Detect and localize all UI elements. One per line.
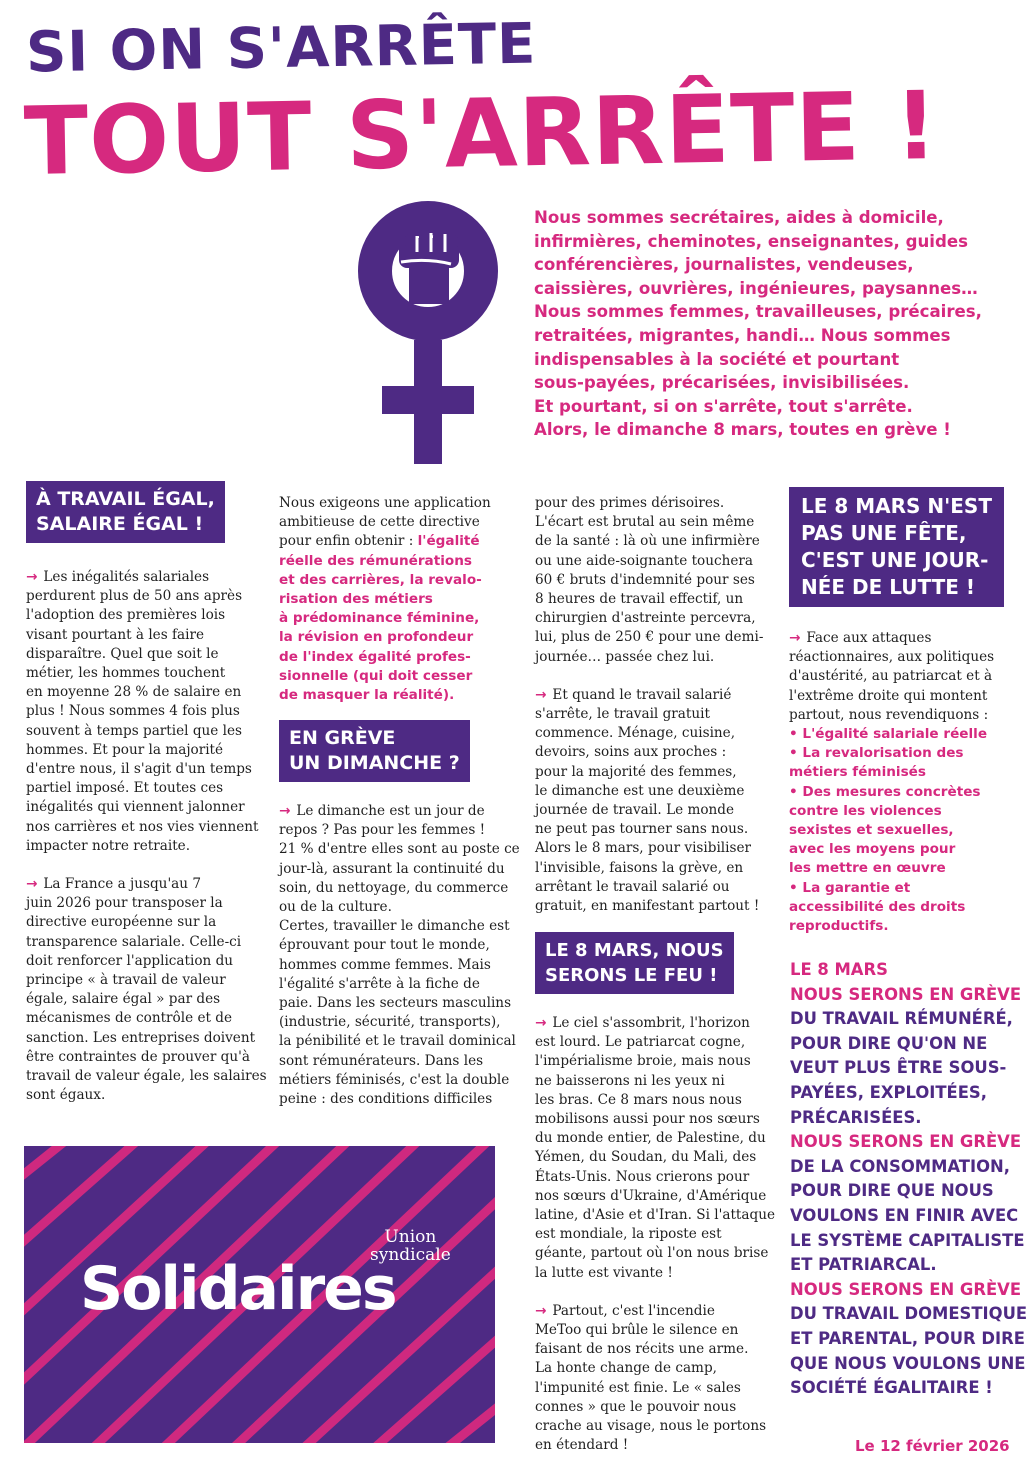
text-line: l'invisible, faisons la grève, en (535, 859, 744, 876)
greve-line: POUR DIRE QU'ON NE (790, 1033, 988, 1053)
text-line: sanction. Les entreprises doivent (26, 1029, 256, 1046)
demand-line: avec les moyens pour (789, 841, 956, 858)
arrow-icon: → (535, 686, 547, 703)
heading-line: SERONS LE FEU ! (545, 965, 718, 986)
intro-line: Nous sommes femmes, travailleuses, précaires, (534, 302, 982, 322)
text-line: Yémen, du Soudan, du Mali, des (535, 1149, 757, 1166)
demand-line: • L'égalité salariale réelle (789, 726, 988, 743)
greve-line: LE 8 MARS (790, 960, 888, 979)
text-line: est mondiale, la riposte est (535, 1226, 722, 1243)
intro-line: caissières, ouvrières, ingénieures, paysannes… (534, 278, 978, 298)
heading-line: UN DIMANCHE ? (289, 752, 460, 774)
greve-line: NOUS SERONS EN GRÈVE (790, 1132, 1022, 1152)
heading-line: C'EST UNE JOUR- (801, 548, 989, 572)
heading-line: LE 8 MARS, NOUS (545, 940, 724, 961)
text-line: 8 heures de travail effectif, un (535, 591, 744, 608)
intro-line: Nous sommes secrétaires, aides à domicile, (534, 208, 944, 227)
text-line: impacter notre retraite. (26, 837, 191, 854)
arrow-icon: → (535, 1302, 547, 1319)
heading-serons-le-feu (535, 932, 734, 994)
text-line: juin 2026 pour transposer la (26, 895, 223, 912)
text-line: ne baisserons ni les yeux ni (535, 1072, 725, 1089)
text-line: nos carrières et nos vies viennent (26, 818, 259, 835)
intro-line: indispensables à la société et pourtant (534, 349, 900, 369)
emphasis-line: la révision en profondeur (279, 629, 474, 646)
text-line: latine, d'Asie et d'Iran. Si l'attaque (535, 1207, 775, 1224)
emphasis-line: réelle des rémunérations (279, 552, 472, 569)
heading-line: PAS UNE FÊTE, (801, 521, 967, 545)
text-line: est lourd. Le patriarcat cogne, (535, 1034, 746, 1051)
demand-line: • La revalorisation des (789, 745, 964, 762)
demand-line: métiers féminisés (789, 764, 926, 781)
intro-line: Alors, le dimanche 8 mars, toutes en grève ! (534, 420, 951, 440)
text-line: principe « à travail de valeur (26, 972, 226, 989)
text-line: le dimanche est une deuxième (535, 782, 745, 799)
text-line: 21 % d'entre elles sont au poste ce (279, 841, 520, 858)
heading-travail-egal (26, 481, 225, 543)
text-line: arrêtant le travail salarié ou (535, 878, 730, 895)
text-line: gratuit, en manifestant partout ! (535, 898, 760, 915)
text-line: d'austérité, au patriarcat et à (789, 668, 993, 685)
text-line: d'entre nous, il s'agit d'un temps (26, 761, 252, 778)
text-line: l'adoption des premières lois (26, 607, 226, 624)
greve-line: NOUS SERONS EN GRÈVE (790, 984, 1022, 1004)
emphasis-line: de masquer la réalité). (279, 687, 455, 704)
column-3-top-text (535, 494, 775, 916)
text-line: pour enfin obtenir : l'égalité (279, 533, 480, 550)
text-line: l'extrême droite qui montent (789, 687, 988, 704)
heading-line: NÉE DE LUTTE ! (801, 575, 976, 599)
text-line: → Le ciel s'assombrit, l'horizon (535, 1015, 750, 1031)
text-line: la lutte est vivante ! (535, 1264, 673, 1281)
text-line: disparaître. Quel que soit le (26, 645, 219, 662)
intro-line: Et pourtant, si on s'arrête, tout s'arrête. (534, 396, 913, 416)
text-line: travail de valeur égale, les salaires (26, 1068, 267, 1085)
text-line: (industrie, sécurité, transports), (279, 1014, 501, 1031)
demand-line: contre les violences (789, 802, 942, 819)
text-line: ou une aide-soignante touchera (535, 552, 753, 569)
text-line: métiers féminisés, c'est la double (279, 1071, 510, 1088)
emphasis-line: et des carrières, la revalo- (279, 571, 482, 588)
text-line: métier, les hommes touchent (26, 665, 226, 682)
greve-manifesto (790, 958, 1028, 1401)
emphasis-line: de l'index égalité profes- (279, 648, 471, 665)
text-line: journée… passée chez lui. (535, 648, 715, 665)
greve-line: LE SYSTÈME CAPITALISTE (790, 1230, 1025, 1250)
intro-paragraph (534, 206, 1014, 442)
text-line: → Et quand le travail salarié (535, 686, 732, 703)
text-line: mécanismes de contrôle et de (26, 1010, 233, 1027)
greve-line: ET PATRIARCAL. (790, 1255, 937, 1275)
text-line: égale, salaire égal » par des (26, 991, 221, 1008)
text-line: jour-là, assurant la continuité du (279, 860, 505, 877)
column-2-top-text (279, 494, 519, 705)
text-line: ou de la culture. (279, 899, 392, 916)
arrow-icon: → (279, 803, 291, 819)
text-line: Alors le 8 mars, pour visibiliser (535, 840, 752, 857)
text-line: l'égalité s'arrête à la fiche de (279, 975, 480, 992)
text-line: Nous exigeons une application (279, 495, 491, 511)
text-line: éprouvant pour tout le monde, (279, 937, 490, 954)
text-line: → Partout, c'est l'incendie (535, 1302, 715, 1319)
greve-line: PAYÉES, EXPLOITÉES, (790, 1082, 987, 1102)
demand-line: reproductifs. (789, 918, 889, 935)
text-line: en étendard ! (535, 1437, 629, 1454)
text-line: la pénibilité et le travail dominical (279, 1033, 516, 1050)
text-line: pour la majorité des femmes, (535, 763, 737, 780)
text-line: soin, du nettoyage, du commerce (279, 879, 509, 896)
greve-line: DU TRAVAIL DOMESTIQUE (790, 1304, 1028, 1324)
emphasis-line: risation des métiers (279, 591, 433, 608)
greve-line: ET PARENTAL, POUR DIRE (790, 1328, 1025, 1348)
greve-line: VEUT PLUS ÊTRE SOUS- (790, 1058, 1007, 1078)
demand-line: sexistes et sexuelles, (789, 822, 954, 839)
text-line: connes » que le pouvoir nous (535, 1398, 737, 1415)
text-line: faisant de nos récits une arme. (535, 1341, 749, 1358)
text-line: mobilisons aussi pour nos sœurs (535, 1111, 760, 1128)
union-text: Union (384, 1227, 437, 1247)
greve-line: NOUS SERONS EN GRÈVE (790, 1279, 1022, 1299)
text-line: → Les inégalités salariales (26, 569, 210, 585)
publication-date: Le 12 février 2026 (855, 1437, 1010, 1455)
column-4-text (789, 629, 1019, 936)
solidaires-wordmark: Solidaires (80, 1254, 396, 1324)
text-line: nos sœurs d'Ukraine, d'Amérique (535, 1187, 767, 1204)
text-line: être contraintes de prouver qu'à (26, 1048, 250, 1065)
headline-line1: SI ON S'ARRÊTE (25, 11, 537, 86)
text-line: directive européenne sur la (26, 914, 217, 931)
greve-line: SOCIÉTÉ ÉGALITAIRE ! (790, 1378, 993, 1398)
solidaires-logo-panel (24, 1146, 495, 1443)
text-line: s'arrête, le travail gratuit (535, 706, 710, 723)
text-line: Certes, travailler le dimanche est (279, 918, 510, 935)
greve-line: PRÉCARISÉES. (790, 1107, 922, 1127)
demand-line: • La garantie et (789, 879, 911, 896)
text-line: l'impunité est finie. Le « sales (535, 1379, 741, 1396)
heading-greve-dimanche (279, 720, 470, 782)
text-line: de la santé : là où une infirmière (535, 533, 760, 550)
text-line: États-Unis. Nous crierons pour (535, 1168, 750, 1185)
text-line: doit renforcer l'application du (26, 952, 234, 969)
intro-line: retraitées, migrantes, handi… Nous sommes (534, 325, 951, 345)
text-line: chirurgien d'astreinte percevra, (535, 610, 756, 627)
heading-journee-de-lutte (789, 487, 1004, 607)
heading-line: À TRAVAIL ÉGAL, (36, 488, 215, 510)
text-line: sont rémunérateurs. Dans les (279, 1052, 484, 1069)
text-line: les bras. Ce 8 mars nous nous (535, 1091, 742, 1108)
syndicale-text: syndicale (370, 1245, 451, 1265)
text-line: La honte change de camp, (535, 1360, 717, 1377)
emphasis-line: sionnelle (qui doit cesser (279, 667, 473, 684)
text-line: lui, plus de 250 € pour une demi- (535, 629, 764, 646)
text-line: journée de travail. Le monde (535, 802, 735, 819)
text-line: partiel imposé. Et toutes ces (26, 780, 224, 797)
greve-line: DE LA CONSOMMATION, (790, 1156, 1010, 1176)
text-line: perdurent plus de 50 ans après (26, 588, 243, 605)
text-line: transparence salariale. Celle-ci (26, 933, 242, 950)
intro-line: infirmières, cheminotes, enseignantes, guides (534, 231, 968, 251)
text-line: souvent à temps partiel que les (26, 722, 243, 739)
text-line: → Face aux attaques (789, 630, 932, 646)
greve-line: POUR DIRE QUE NOUS (790, 1181, 994, 1201)
text-line: → Le dimanche est un jour de (279, 803, 485, 819)
text-line: devoirs, soins aux proches : (535, 744, 727, 761)
venus-fist-icon (357, 200, 499, 464)
text-line: plus ! Nous sommes 4 fois plus (26, 703, 240, 720)
text-line: visant pourtant à les faire (26, 626, 205, 643)
text-line: inégalités qui viennent jalonner (26, 799, 245, 816)
greve-line: VOULONS EN FINIR AVEC (790, 1205, 1019, 1225)
text-line: 60 € bruts d'indemnité pour ses (535, 571, 755, 588)
intro-line: sous-payées, précarisées, invisibilisées. (534, 373, 910, 393)
text-line: crache au visage, nous le portons (535, 1418, 767, 1435)
arrow-icon: → (535, 1015, 547, 1031)
arrow-icon: → (789, 630, 801, 646)
intro-line: conférencières, journalistes, vendeuses, (534, 255, 914, 275)
text-line: en moyenne 28 % de salaire en (26, 684, 242, 701)
greve-line: DU TRAVAIL RÉMUNÉRÉ, (790, 1009, 1013, 1029)
text-line: MeToo qui brûle le silence en (535, 1322, 739, 1339)
headline-line2: TOUT S'ARRÊTE ! (23, 72, 940, 197)
heading-line: LE 8 MARS N'EST (801, 494, 992, 518)
text-line: l'impérialisme broie, mais nous (535, 1053, 751, 1070)
text-line: L'écart est brutal au sein même (535, 514, 755, 531)
demand-line: • Des mesures concrètes (789, 783, 981, 800)
greve-line: QUE NOUS VOULONS UNE (790, 1353, 1026, 1373)
demand-line: les mettre en œuvre (789, 860, 946, 877)
text-line: pour des primes dérisoires. (535, 495, 725, 511)
text-line: paie. Dans les secteurs masculins (279, 995, 512, 1012)
text-line: → La France a jusqu'au 7 (26, 876, 202, 893)
text-line: ambitieuse de cette directive (279, 514, 480, 531)
text-line: géante, partout où l'on nous brise (535, 1245, 769, 1262)
text-line: peine : des conditions difficiles (279, 1091, 493, 1108)
text-line: commence. Ménage, cuisine, (535, 725, 736, 742)
text-line: du monde entier, de Palestine, du (535, 1130, 766, 1147)
text-line: hommes comme femmes. Mais (279, 956, 491, 973)
text-line: hommes. Et pour la majorité (26, 741, 224, 758)
arrow-icon: → (26, 569, 38, 585)
heading-line: SALAIRE ÉGAL ! (36, 513, 204, 535)
column-1-text (26, 568, 266, 1105)
emphasis-line: à prédominance féminine, (279, 610, 480, 627)
text-line: réactionnaires, aux politiques (789, 649, 995, 666)
text-line: partout, nous revendiquons : (789, 706, 989, 723)
text-line: sont égaux. (26, 1087, 106, 1104)
arrow-icon: → (26, 876, 38, 893)
demand-line: accessibilité des droits (789, 898, 966, 915)
text-line: repos ? Pas pour les femmes ! (279, 822, 486, 839)
text-line: ne peut pas tourner sans nous. (535, 821, 749, 838)
heading-line: EN GRÈVE (289, 727, 396, 749)
column-2-bottom-text (279, 802, 519, 1109)
column-3-bottom-text (535, 1014, 775, 1455)
